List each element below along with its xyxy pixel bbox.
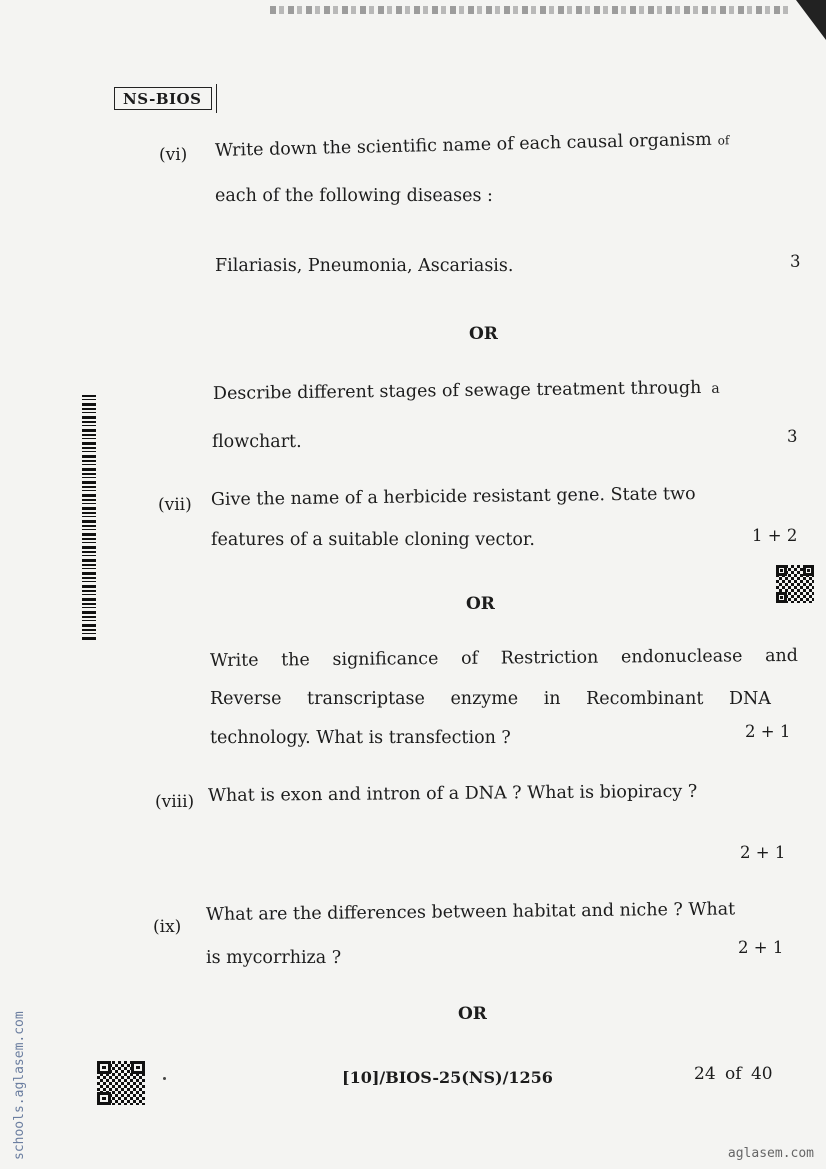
- or-divider-vii: OR: [466, 594, 495, 614]
- question-ix-line1: What are the differences between habitat and niche ? What: [205, 899, 736, 925]
- question-vi-alt-marks: 3: [787, 427, 798, 446]
- question-vi-alt-line1: Describe different stages of sewage treatment through a: [212, 378, 720, 404]
- or-divider-vi: OR: [469, 324, 498, 344]
- qr-code-bottom-left: [97, 1061, 145, 1105]
- question-vi-line3: Filariasis, Pneumonia, Ascariasis.: [215, 256, 514, 276]
- question-number-vii: (vii): [158, 495, 192, 515]
- question-vi-line1: Write down the scientific name of each causal organism of: [214, 129, 730, 161]
- bottom-watermark: aglasem.com: [727, 1146, 814, 1161]
- question-vi-alt-line2: flowchart.: [212, 432, 302, 452]
- question-number-vi: (vi): [159, 145, 188, 165]
- question-vi-marks: 3: [790, 252, 801, 271]
- side-watermark: schools.aglasem.com: [12, 1011, 27, 1160]
- question-vi-line2: each of the following diseases :: [215, 186, 493, 206]
- question-vii-alt-marks: 2 + 1: [745, 722, 791, 741]
- footer-paper-code: [10]/BIOS-25(NS)/1256: [342, 1068, 553, 1087]
- scan-top-strip: [270, 6, 790, 14]
- qr-code-right: [776, 565, 814, 603]
- question-vii-alt-line1: Write the significance of Restriction endonuclease and: [209, 645, 799, 671]
- question-ix-marks: 2 + 1: [738, 938, 784, 957]
- side-barcode: [82, 395, 96, 640]
- question-vii-alt-line3: technology. What is transfection ?: [210, 728, 511, 748]
- question-number-viii: (viii): [155, 792, 195, 812]
- or-divider-ix: OR: [458, 1004, 487, 1024]
- question-vii-line1: Give the name of a herbicide resistant gene. State two: [210, 484, 696, 510]
- page-number: 24 of 40: [694, 1064, 773, 1084]
- question-number-ix: (ix): [153, 917, 182, 937]
- paper-code-box: NS-BIOS: [114, 87, 212, 110]
- scan-corner-mark: [796, 0, 826, 40]
- question-viii-marks: 2 + 1: [740, 843, 786, 862]
- scan-speck: [163, 1077, 166, 1080]
- question-vii-line2: features of a suitable cloning vector.: [211, 530, 535, 550]
- question-vii-alt-line2: Reverse transcriptase enzyme in Recombinant DNA: [210, 689, 771, 709]
- question-vii-marks: 1 + 2: [752, 526, 798, 545]
- question-ix-line2: is mycorrhiza ?: [206, 948, 342, 968]
- question-viii-line1: What is exon and intron of a DNA ? What is biopiracy ?: [207, 781, 698, 806]
